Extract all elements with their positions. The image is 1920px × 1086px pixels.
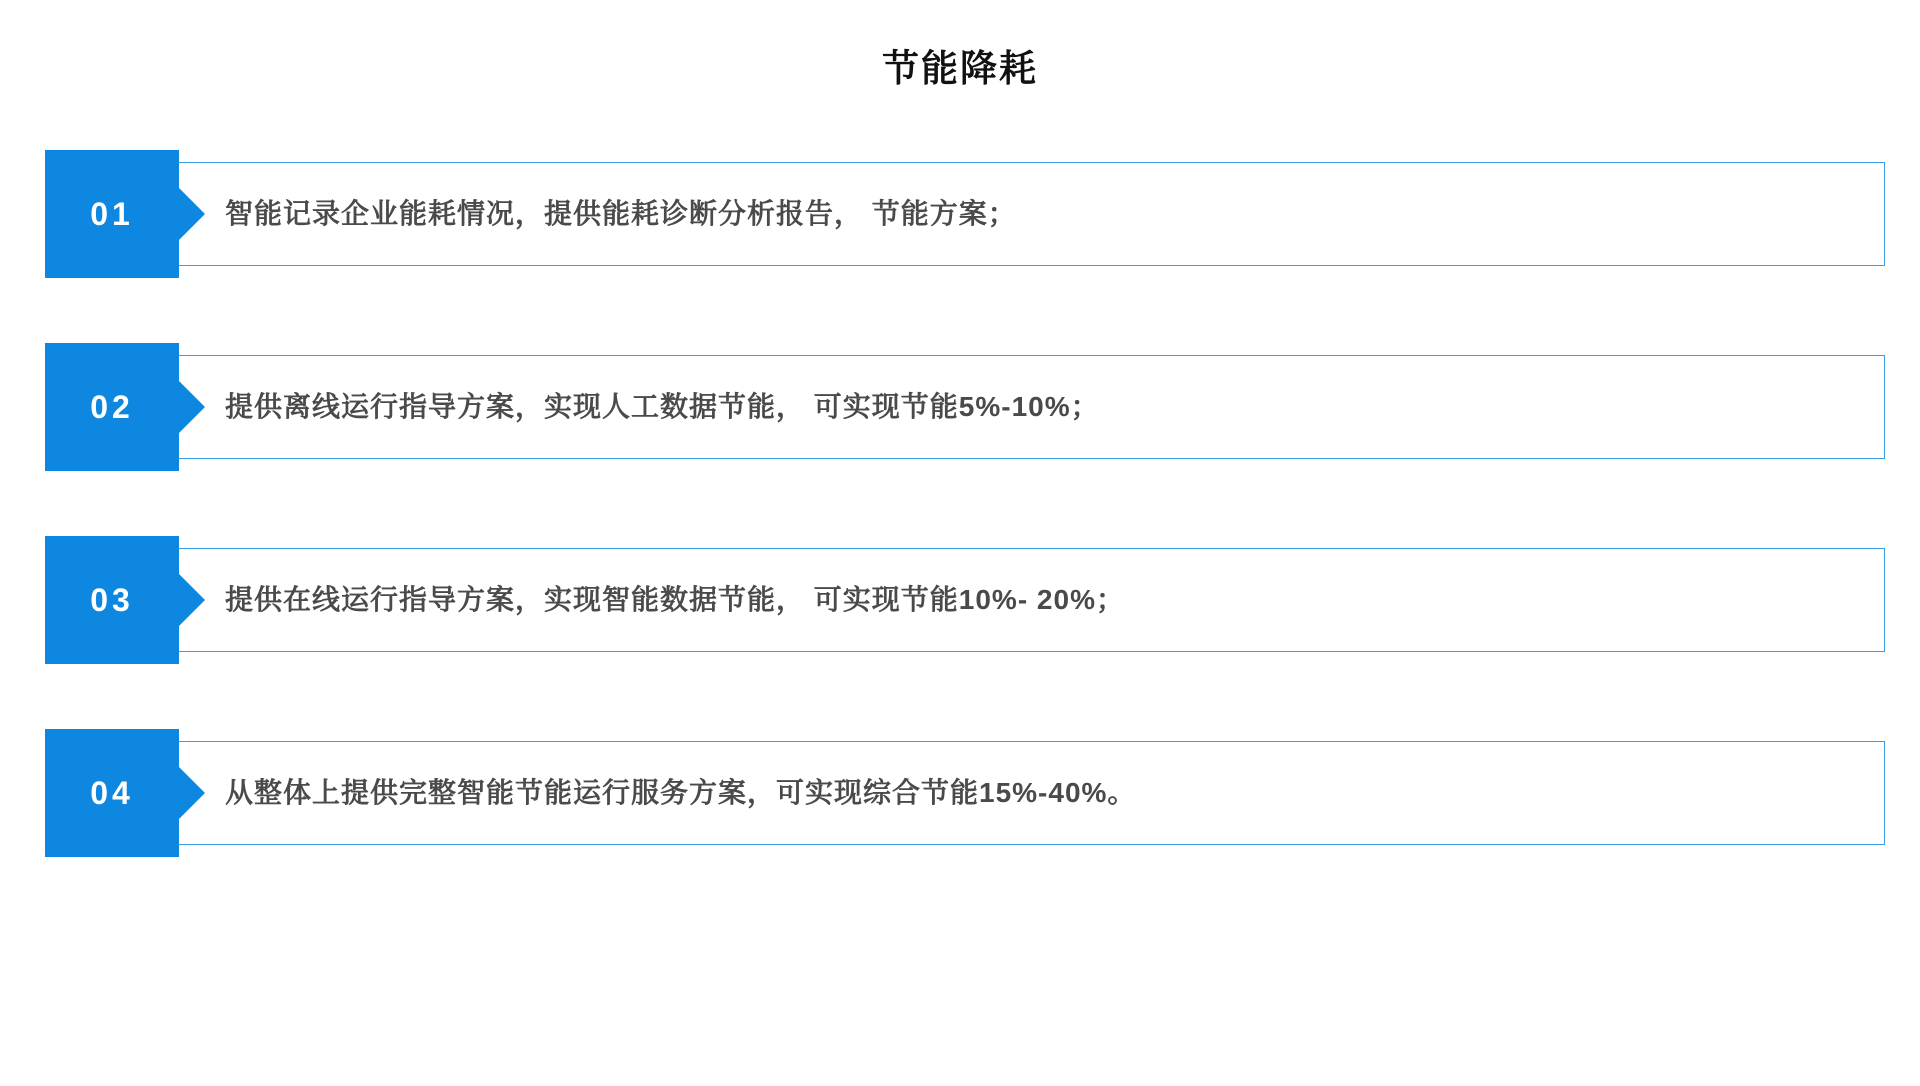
arrow-marker-icon [179, 188, 205, 240]
page-title: 节能降耗 [882, 48, 1038, 89]
item-number-badge [45, 150, 179, 278]
arrow-marker-icon [179, 381, 205, 433]
item-text: 智能记录企业能耗情况，提供能耗诊断分析报告， 节能方案； [225, 198, 1017, 230]
item-number: 04 [90, 774, 134, 811]
item-number: 02 [90, 388, 134, 425]
item-number: 03 [90, 581, 134, 618]
item-text: 提供离线运行指导方案，实现人工数据节能， 可实现节能5%-10%； [225, 391, 1100, 423]
item-text-container [179, 741, 1885, 845]
item-text: 提供在线运行指导方案，实现智能数据节能， 可实现节能10%- 20%； [225, 584, 1125, 616]
item-number-badge [45, 343, 179, 471]
item-text: 从整体上提供完整智能节能运行服务方案，可实现综合节能15%-40%。 [225, 777, 1137, 809]
list-item [45, 343, 1885, 471]
numbered-list [45, 150, 1885, 922]
list-item [45, 729, 1885, 857]
item-text-container [179, 548, 1885, 652]
item-number: 01 [90, 195, 134, 232]
item-text-container [179, 355, 1885, 459]
list-item [45, 536, 1885, 664]
arrow-marker-icon [179, 767, 205, 819]
item-number-badge [45, 536, 179, 664]
arrow-marker-icon [179, 574, 205, 626]
item-text-container [179, 162, 1885, 266]
list-item [45, 150, 1885, 278]
item-number-badge [45, 729, 179, 857]
